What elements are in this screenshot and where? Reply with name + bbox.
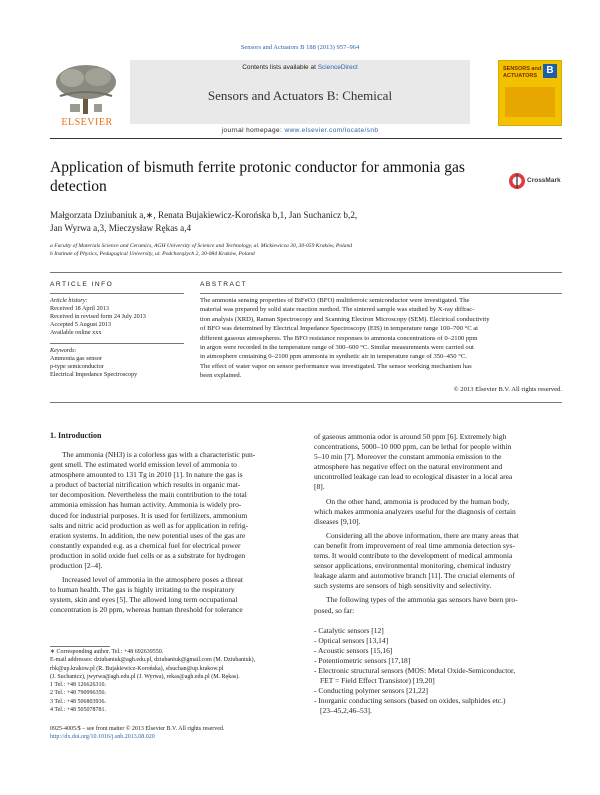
abstract-line: different gaseous atmospheres. The BFO resistance responses to ammonia concentrations of 0–2100 ppm bbox=[200, 334, 478, 342]
left-column-text bbox=[50, 450, 302, 616]
paragraph-line: concentrations, 5000–10 000 ppm, can be lethal for people within bbox=[314, 442, 512, 452]
list-item: - Electronic structural sensors (MOS: Metal Oxide-Semiconductor, bbox=[314, 665, 516, 675]
footnote: 1 Tel.: +48 126626310. bbox=[50, 682, 107, 689]
elsevier-logo bbox=[50, 62, 122, 128]
abstract-line: The ammonia sensing properties of BiFeO3 (BFO) multiferroic semiconductor were investigated. The bbox=[200, 297, 470, 304]
homepage-line bbox=[130, 127, 470, 134]
homepage-link[interactable]: www.elsevier.com/locate/snb bbox=[284, 127, 379, 134]
title-line-2: detection bbox=[50, 178, 107, 195]
paragraph-line: [8]. bbox=[314, 482, 325, 492]
paragraph-line: Increased level of ammonia in the atmosphere poses a threat bbox=[62, 575, 243, 585]
list-item: - Optical sensors [13,14] bbox=[314, 635, 389, 645]
authors-line-2: Jan Wyrwa a,3, Mieczysław Rękas a,4 bbox=[50, 222, 192, 233]
sciencedirect-link[interactable]: ScienceDirect bbox=[317, 64, 358, 71]
abstract-body bbox=[200, 296, 564, 381]
paragraph-line: eration systems. In addition, the new potential uses of the gas are bbox=[50, 530, 246, 540]
paragraph-line: On the other hand, ammonia is produced by the human body, bbox=[326, 496, 510, 506]
keyword: p-type semiconductor bbox=[50, 363, 104, 370]
paragraph-line: production in solid oxide fuel cells or as a substrate for hydrogen bbox=[50, 550, 246, 560]
paragraph-line: a product of bacterial nitrification which results in organic mat- bbox=[50, 480, 241, 490]
article-history bbox=[50, 297, 190, 337]
keyword: Electrical Impedance Spectroscopy bbox=[50, 371, 138, 378]
paragraph-line: salts and nitric acid production as well as for application in refrig- bbox=[50, 520, 249, 530]
issn-line: 0925-4005/$ – see front matter © 2013 Elsevier B.V. All rights reserved. bbox=[50, 726, 225, 732]
article-info-rule bbox=[50, 293, 184, 294]
footnote: (J. Suchanicz), jwyrwa@agh.edu.pl (J. Wyrwa), rekas@agh.edu.pl (M. Rękas). bbox=[50, 673, 240, 680]
paragraph-line: production [2–4]. bbox=[50, 561, 103, 571]
paragraph-line: to human health. The gas is highly irritating to the respiratory bbox=[50, 585, 235, 595]
list-item: - Inorganic conducting sensors (based on oxides, sulphides etc.) bbox=[314, 696, 506, 706]
paragraph-line: The following types of the ammonia gas sensors have been pro- bbox=[326, 595, 518, 605]
cover-letter: B bbox=[543, 64, 557, 78]
footnote: ∗ Corresponding author. Tel.: +48 692639550. bbox=[50, 649, 164, 655]
footnote: 2 Tel.: +48 790996350. bbox=[50, 690, 107, 697]
abstract-line: in atmosphere containing 0–2100 ppm ammonia in synthetic air in temperature range of 350–450 °C. bbox=[200, 353, 467, 361]
keywords bbox=[50, 347, 190, 379]
paragraph-line: system, skin and eyes [5]. The allowed long term occupational bbox=[50, 595, 238, 605]
list-item: - Catalytic sensors [12] bbox=[314, 625, 384, 635]
authors bbox=[50, 209, 550, 234]
abstract-heading: ABSTRACT bbox=[200, 281, 248, 288]
paragraph-line: constantly expanded e.g. as a chemical fuel for electrical power bbox=[50, 540, 241, 550]
paragraph-line: gent smell. The estimated world emission level of ammonia to bbox=[50, 460, 237, 470]
affiliation-a: a Faculty of Materials Science and Ceramics, AGH University of Science and Technology, al. Mickiewicza 30, 30-059 Kraków, Poland bbox=[50, 243, 353, 249]
doi-link[interactable]: http://dx.doi.org/10.1016/j.snb.2013.08.020 bbox=[50, 734, 155, 740]
paragraph-line: ter decomposition. Nevertheless the main contribution to the total bbox=[50, 490, 247, 500]
elsevier-tree-icon bbox=[50, 62, 122, 116]
section-heading-introduction: 1. Introduction bbox=[50, 431, 102, 440]
list-item: FET = Field Effect Transistor) [19,20] bbox=[320, 676, 435, 686]
running-head[interactable]: Sensors and Actuators B 188 (2013) 957–964 bbox=[240, 44, 360, 51]
paragraph-line: atmosphere has negative effect on the natural environment and bbox=[314, 462, 503, 472]
copyright: © 2013 Elsevier B.V. All rights reserved. bbox=[453, 386, 562, 393]
paragraph-line: posed, so far: bbox=[314, 605, 355, 615]
footnote: 3 Tel.: +48 506803936. bbox=[50, 698, 107, 705]
paragraph-line: ammonia emission has human activity. Ammonia is widely pro- bbox=[50, 500, 242, 510]
paragraph-line: concentration is 20 ppm, whereas human threshold for tolerance bbox=[50, 605, 243, 615]
abstract-end-rule bbox=[50, 402, 562, 403]
keywords-label: Keywords: bbox=[50, 347, 77, 354]
abstract-line: been explained. bbox=[200, 372, 242, 380]
paragraph-line: leakage alarm and automotive branch [11]. The crucial elements of bbox=[314, 571, 515, 581]
list-item: - Acoustic sensors [15,16] bbox=[314, 645, 393, 655]
paragraph-line: atmosphere amounted to 131 Tg in 2010 [1]. In nature the gas is bbox=[50, 470, 243, 480]
crossmark-badge[interactable] bbox=[508, 172, 562, 192]
history-label: Article history: bbox=[50, 297, 88, 304]
footnote: E-mail addresses: dziubaniuk@agh.edu.pl, dziubaniuk@gmail.com (M. Dziubaniuk), bbox=[50, 657, 256, 664]
publisher-name: ELSEVIER bbox=[61, 117, 113, 128]
list-item: - Conducting polymer sensors [21,22] bbox=[314, 686, 428, 696]
footnote: 4 Tel.: +48 505078781. bbox=[50, 707, 107, 714]
article-title bbox=[50, 158, 490, 196]
crossmark-label: CrossMark bbox=[527, 177, 561, 184]
paragraph-line: can benefit from improvement of real time ammonia detection sys- bbox=[314, 540, 515, 550]
history-received: Received 18 April 2013 bbox=[50, 305, 109, 312]
masthead bbox=[50, 56, 562, 138]
cover-graphic-icon bbox=[505, 87, 555, 117]
history-online: Available online xxx bbox=[50, 329, 102, 336]
abstract-line: material was prepared by solid state reaction method. The sintered sample was studied by X-ray diffrac- bbox=[200, 306, 475, 314]
title-line-1: Application of bismuth ferrite protonic conductor for ammonia gas bbox=[50, 159, 465, 176]
history-revised: Received in revised form 24 July 2013 bbox=[50, 313, 146, 320]
authors-line-1: Małgorzata Dziubaniuk a,∗, Renata Bujakiewicz-Korońska b,1, Jan Suchanicz b,2, bbox=[50, 210, 358, 220]
keywords-rule bbox=[50, 343, 184, 344]
article-info-heading: ARTICLE INFO bbox=[50, 281, 114, 288]
paragraph-line: which makes ammonia analyzers useful for the diagnosis of certain bbox=[314, 506, 516, 516]
crossmark-icon bbox=[508, 172, 526, 190]
contents-prefix: Contents lists available at bbox=[242, 64, 318, 71]
history-accepted: Accepted 5 August 2013 bbox=[50, 321, 112, 328]
paragraph-line: diseases [9,10]. bbox=[314, 516, 361, 526]
affiliations bbox=[50, 242, 562, 258]
paragraph-line: uncontrolled leakage can lead to ecological disaster in a local area bbox=[314, 472, 513, 482]
sensor-type-list bbox=[314, 626, 566, 717]
journal-title[interactable]: Sensors and Actuators B: Chemical bbox=[207, 88, 393, 103]
list-item: [23–45,2,46–53]. bbox=[320, 706, 372, 716]
homepage-prefix: journal homepage: bbox=[221, 127, 285, 134]
right-column-text bbox=[314, 432, 566, 716]
paragraph-line: tems. It would contribute to the development of medical ammonia bbox=[314, 551, 513, 561]
affiliation-b: b Institute of Physics, Pedagogical University, ul. Podchorążych 2, 30-084 Kraków, Poland bbox=[50, 251, 255, 257]
abstract-line: tion analysis (XRD), Raman Spectroscopy and Scanning Electron Microscopy (SEM). Electrical conductivity bbox=[200, 315, 490, 323]
cover-title: SENSORS and ACTUATORS bbox=[503, 66, 542, 79]
list-item: - Potentiometric sensors [17,18] bbox=[314, 655, 411, 665]
abstract-rule bbox=[200, 293, 562, 294]
masthead-rule bbox=[50, 138, 562, 139]
footnote: rbk@up.krakow.pl (R. Bujakiewicz-Korońska), sfsuchan@up.krakow.pl bbox=[50, 665, 224, 672]
paragraph-line: The ammonia (NH3) is a colorless gas with a characteristic pun- bbox=[62, 450, 256, 459]
front-matter bbox=[50, 725, 450, 741]
paragraph-line: sensor applications, environmental monitoring, chemical industry bbox=[314, 561, 511, 571]
footnotes bbox=[50, 648, 302, 714]
keyword: Ammonia gas sensor bbox=[50, 355, 102, 362]
paragraph-line: Considering all the above information, there are many areas that bbox=[326, 530, 519, 540]
abstract-line: of BFO was determined by Electrical Impedance Spectroscopy (EIS) in temperature range 100–700 °C at bbox=[200, 325, 479, 333]
footnote-rule bbox=[50, 646, 110, 647]
paragraph-line: 5–10 min [7]. Moreover the constant ammonia emission to the bbox=[314, 452, 502, 462]
affiliation-rule bbox=[50, 272, 562, 273]
journal-cover[interactable] bbox=[498, 60, 562, 126]
paragraph-line: of gaseous ammonia odor is around 50 ppm [6]. Extremely high bbox=[314, 432, 507, 441]
abstract-line: in argon were recorded in the temperature range of 300–600 °C. Similar measurements were carried out bbox=[200, 344, 474, 352]
paragraph-line: duced for industrial purposes. It is used for fertilizers, ammonium bbox=[50, 510, 248, 520]
abstract-line: The effect of water vapor on sensor performance was investigated. The sensor working mechanism has bbox=[200, 362, 472, 370]
paragraph-line: such systems are sensors of high sensitivity and selectivity. bbox=[314, 581, 492, 591]
contents-line bbox=[130, 64, 470, 71]
